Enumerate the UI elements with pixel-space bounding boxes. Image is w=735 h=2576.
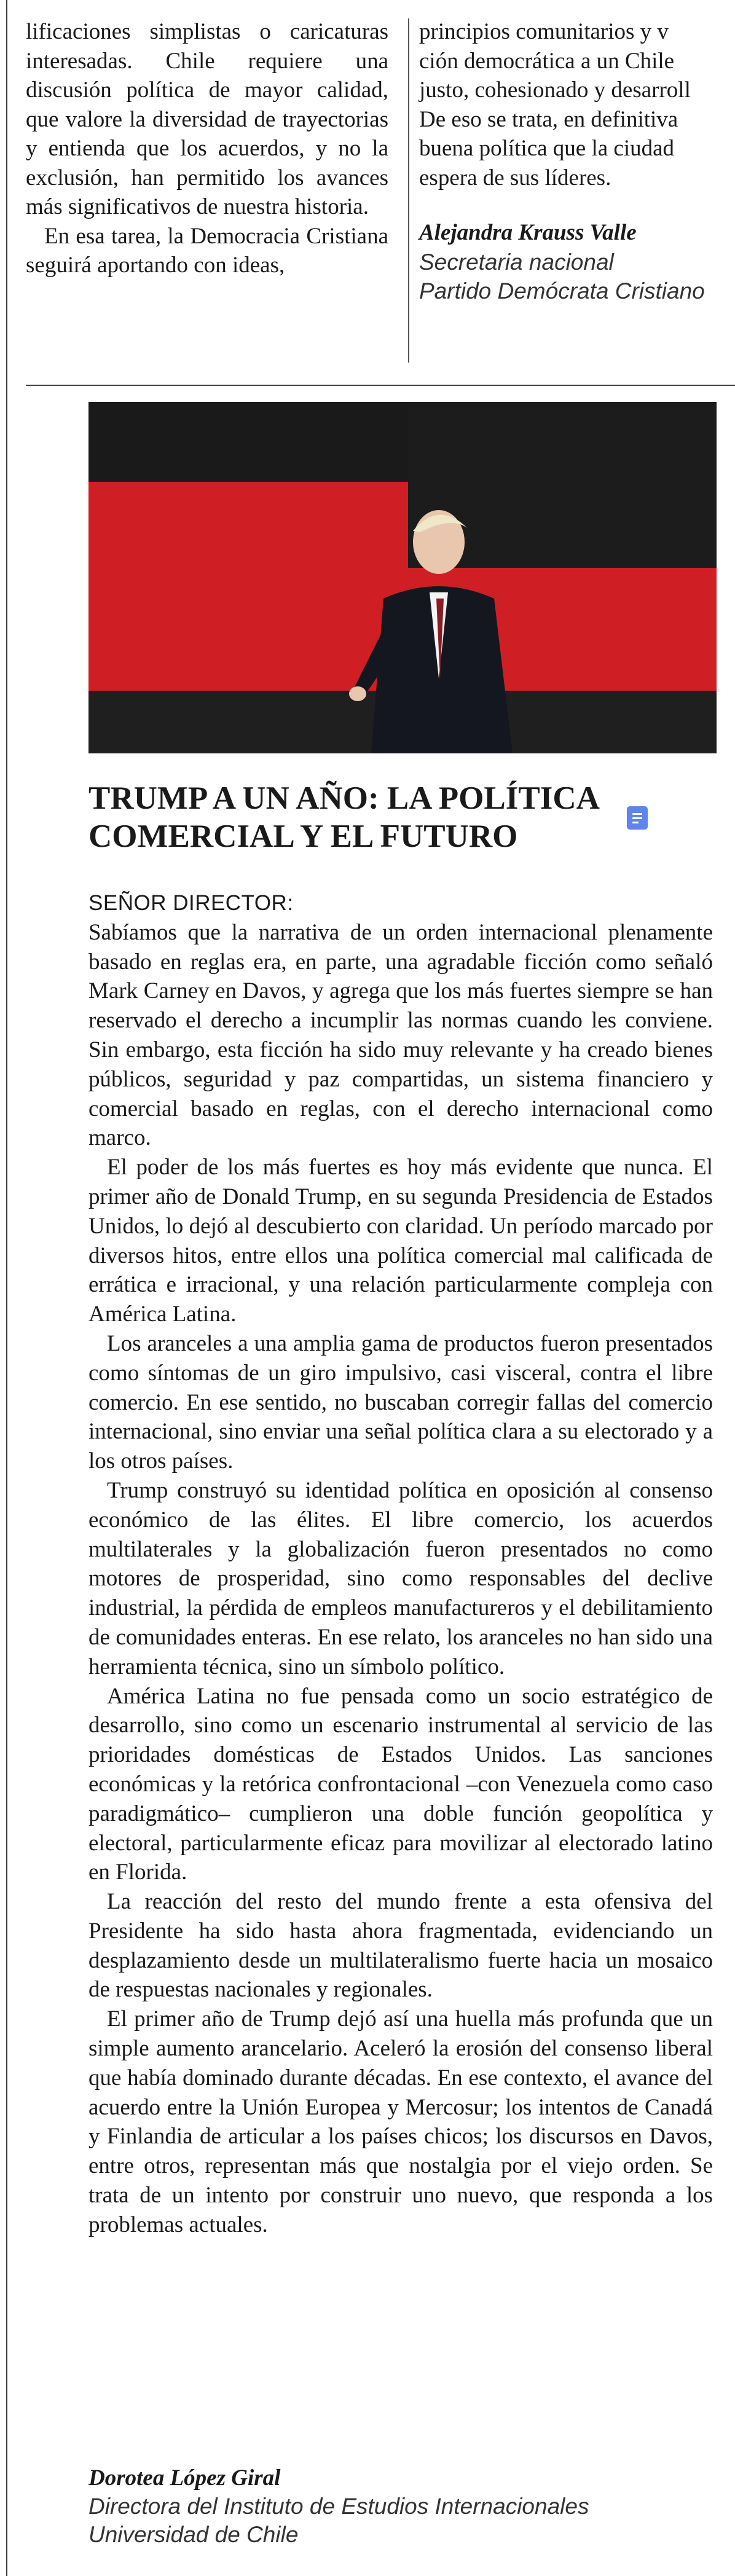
author-role: Directora del Instituto de Estudios Internacionales [88,2494,589,2519]
previous-letter-line: espera de sus líderes. [419,165,611,190]
column-divider [408,18,409,363]
previous-letter-col-a [26,17,388,280]
trump-figure [347,494,525,753]
previous-letter-paragraph: lificaciones simplistas o caricaturas interesadas. Chile requiere una discusión política de mayor calidad, que valore la diversidad de trayectorias y entienda que los acuerdos, y no la exclusión, han permitido los avances más significativos de nuestra historia. [26,19,388,219]
article-headline: TRUMP A UN AÑO: LA POLÍTICA COMERCIAL Y EL FUTURO [88,780,598,854]
salutation: SEÑOR DIRECTOR: [88,891,294,915]
previous-author-name: Alejandra Krauss Valle [419,220,637,245]
article-body [88,889,713,2240]
note-icon[interactable] [627,806,648,830]
article-paragraph: El primer año de Trump dejó así una huella más profunda que un simple aumento arancelario. Aceleró la erosión del consenso liberal que había dominado durante décadas. En ese contexto, el avance del acuerdo entre la Unión Europea y Mercosur; los intentos de Canadá y Finlandia de articular a los países chicos; los discursos en Davos, entre otros, representan más que nostalgia por el viejo orden. Se trata de un intento por construir uno nuevo, que responda a los problemas actuales. [88,2006,713,2237]
article-paragraph: La reacción del resto del mundo frente a esta ofensiva del Presidente ha sido hasta ahora fragmentada, evidenciando un desplazamiento desde un multilateralismo fuerte hacia un mosaico de respuestas nacionales y regionales. [88,1889,713,2003]
article-paragraph: El poder de los más fuertes es hoy más evidente que nunca. El primer año de Donald Trump, en su segunda Presidencia de Estados Unidos, lo dejó al descubierto con claridad. Un período marcado por diversos hitos, entre ellos una política comercial mal calificada de errática e irracional, y una relación particularmente compleja con América Latina. [88,1155,713,1327]
left-column-rule [6,0,7,2576]
author-org: Universidad de Chile [88,2522,299,2547]
previous-letter-paragraph: En esa tarea, la Democracia Cristiana seguirá aportando con ideas, [26,223,388,278]
trump-photo [88,402,717,753]
article-paragraph: América Latina no fue pensada como un socio estratégico de desarrollo, sino como un escenario instrumental al servicio de las prioridades domésticas de Estados Unidos. Las sanciones económicas y la retórica confrontacional –con Venezuela como caso paradigmático– cumplieron una doble función geopolítica y electoral, particularmente eficaz para movilizar al electorado latino en Florida. [88,1683,713,1885]
previous-letter-line: principios comunitarios y v [419,19,669,44]
author-name: Dorotea López Giral [88,2465,281,2491]
section-divider [26,385,735,386]
previous-author-org: Partido Demócrata Cristiano [419,278,705,304]
previous-letter [26,0,735,369]
previous-letter-line: De eso se trata, en definitiva [419,106,678,132]
previous-author-role: Secretaria nacional [419,249,614,275]
article-paragraph: Trump construyó su identidad política en oposición al consenso económico de las élites. El libre comercio, los acuerdos multilaterales y la globalización fueron presentados no como motores de prosperidad, sino como responsables del declive industrial, la pérdida de empleos manufactureros y el debilitamiento de comunidades enteras. En ese relato, los aranceles no han sido una herramienta técnica, sino un símbolo político. [88,1477,713,1679]
previous-letter-line: justo, cohesionado y desarroll [419,77,691,103]
article-paragraph: Los aranceles a una amplia gama de productos fueron presentados como síntomas de un giro impulsivo, casi visceral, contra el libre comercio. En ese sentido, no buscaban corregir fallas del comercio internacional, sino enviar una señal política clara a su electorado y a los otros países. [88,1330,713,1474]
previous-letter-line: buena política que la ciudad [419,136,675,161]
previous-letter-col-b [419,17,735,306]
article-signature [88,2464,713,2549]
article-paragraph: Sabíamos que la narrativa de un orden internacional plenamente basado en reglas era, en parte, una agradable ficción como señaló Mark Carney en Davos, y agrega que los más fuertes siempre se han reservado el derecho a incumplir las normas cuando les conviene. Sin embargo, esta ficción ha sido muy relevante y ha creado bienes públicos, seguridad y paz compartidas, un sistema financiero y comercial basado en reglas, con el derecho internacional como marco. [88,919,713,1151]
previous-letter-line: ción democrática a un Chile [419,48,675,74]
